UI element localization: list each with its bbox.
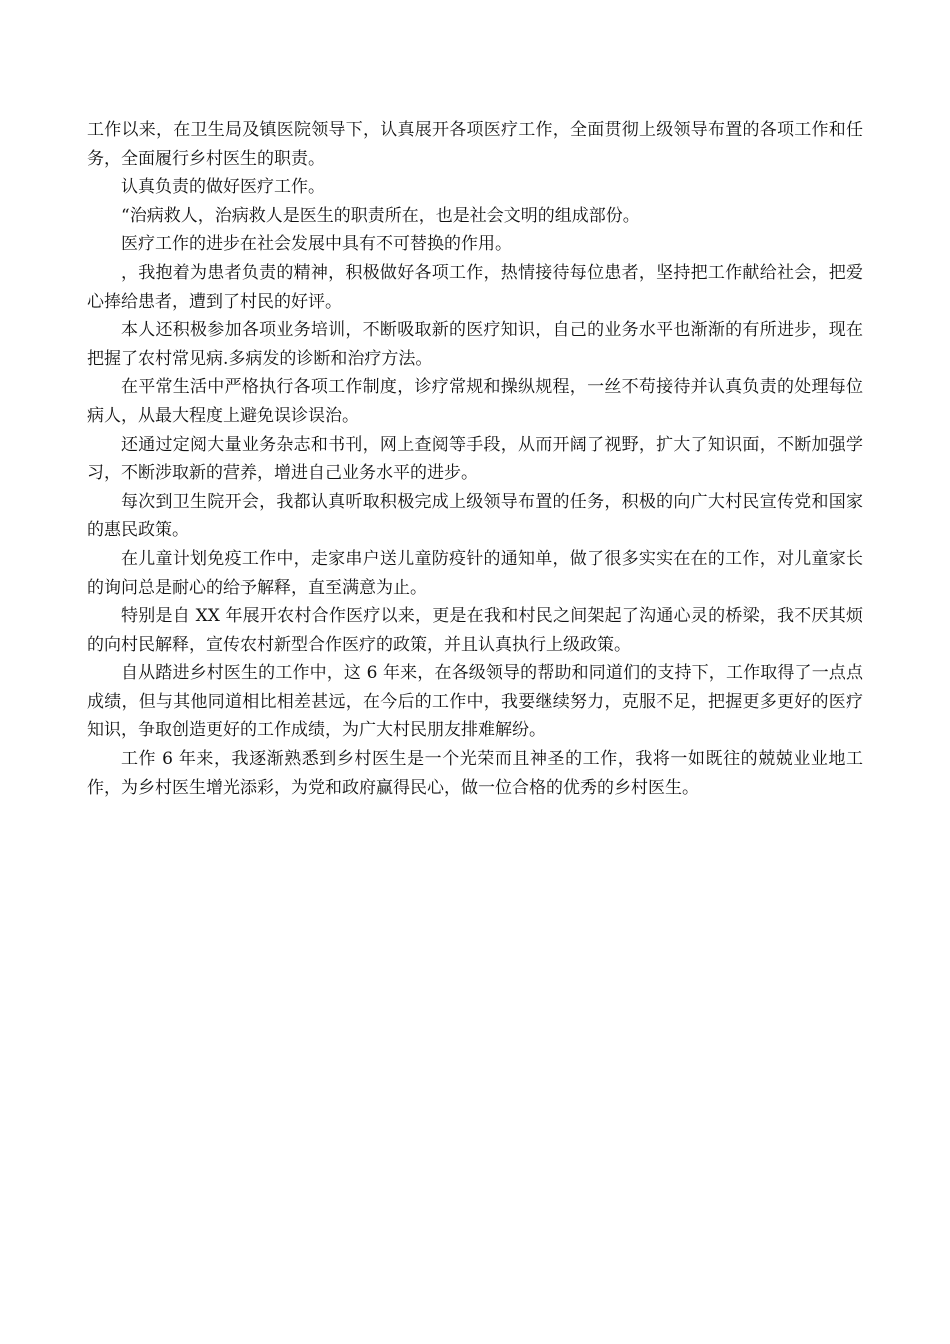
paragraph-6: 本人还积极参加各项业务培训，不断吸取新的医疗知识，自己的业务水平也渐渐的有所进步，现在把握了农村常见病.多病发的诊断和治疗方法。 xyxy=(87,320,863,369)
paragraph-7: 在平常生活中严格执行各项工作制度，诊疗常规和操纵规程，一丝不苟接待并认真负责的处理每位病人，从最大程度上避免误诊误治。 xyxy=(87,377,863,426)
paragraph-3: “治病救人，治病救人是医生的职责所在，也是社会文明的组成部份。 xyxy=(121,205,640,226)
paragraph-9: 每次到卫生院开会，我都认真听取积极完成上级领导布置的任务，积极的向广大村民宣传党和国家的惠民政策。 xyxy=(87,491,863,541)
paragraph-10: 在儿童计划免疫工作中，走家串户送儿童防疫针的通知单，做了很多实实在在的工作，对儿童家长的询问总是耐心的给予解释，直至满意为止。 xyxy=(87,548,863,598)
paragraph-1: 工作以来，在卫生局及镇医院领导下，认真展开各项医疗工作，全面贯彻上级领导布置的各项工作和任务，全面履行乡村医生的职责。 xyxy=(87,120,863,169)
paragraph-13: 工作 6 年来，我逐渐熟悉到乡村医生是一个光荣而且神圣的工作，我将一如既往的兢兢业业地工作，为乡村医生增光添彩，为党和政府赢得民心，做一位合格的优秀的乡村医生。 xyxy=(87,749,863,798)
paragraph-5: ，我抱着为患者负责的精神，积极做好各项工作，热情接待每位患者，坚持把工作献给社会，把爱心捧给患者，遭到了村民的好评。 xyxy=(87,262,863,312)
paragraph-11: 特别是自 XX 年展开农村合作医疗以来，更是在我和村民之间架起了沟通心灵的桥梁，我不厌其烦的向村民解释，宣传农村新型合作医疗的政策，并且认真执行上级政策。 xyxy=(87,606,863,655)
document-page xyxy=(87,116,863,802)
paragraph-4: 医疗工作的进步在社会发展中具有不可替换的作用。 xyxy=(121,234,512,255)
paragraph-2: 认真负责的做好医疗工作。 xyxy=(121,177,325,198)
paragraph-8: 还通过定阅大量业务杂志和书刊，网上查阅等手段，从而开阔了视野，扩大了知识面，不断加强学习，不断涉取新的营养，增进自己业务水平的进步。 xyxy=(87,434,863,484)
paragraph-12: 自从踏进乡村医生的工作中，这 6 年来，在各级领导的帮助和同道们的支持下，工作取得了一点点成绩，但与其他同道相比相差甚远，在今后的工作中，我要继续努力，克服不足，把握更多更好的医疗知识，争取创造更好的工作成绩，为广大村民朋友排难解纷。 xyxy=(87,663,863,741)
